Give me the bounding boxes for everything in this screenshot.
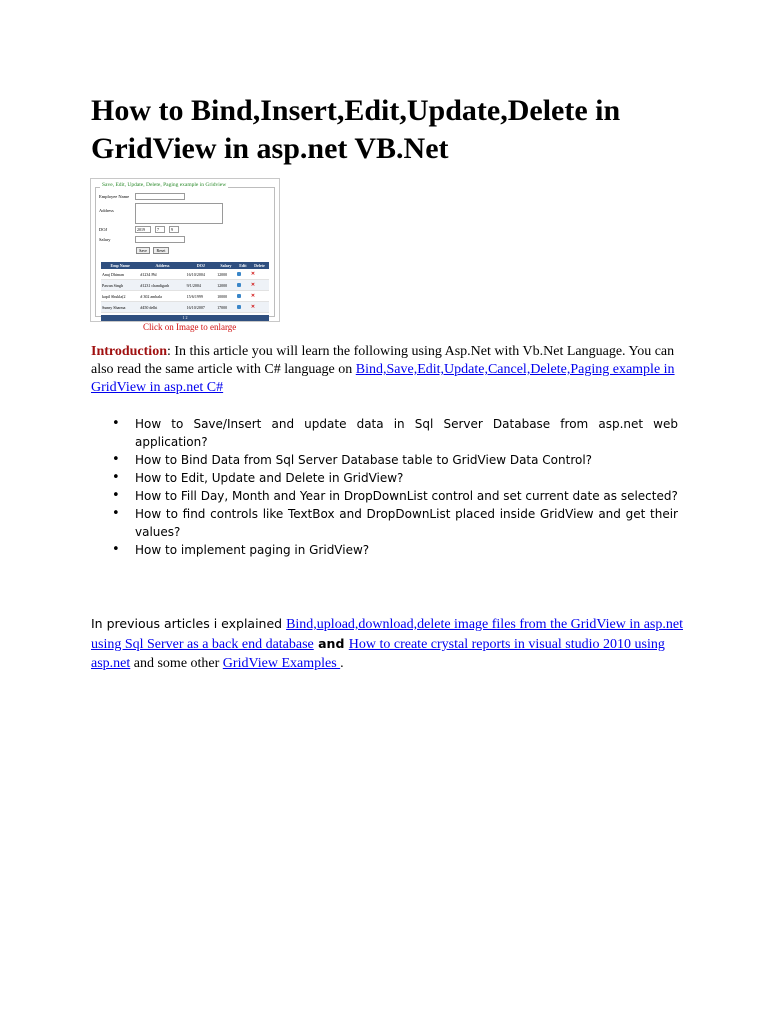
grid-cell: 12000 bbox=[216, 269, 236, 280]
table-row bbox=[101, 302, 269, 313]
previous-articles-and: and bbox=[313, 636, 349, 651]
grid-header: Edit bbox=[236, 262, 250, 269]
grid-header-row bbox=[101, 262, 269, 269]
grid-pager: 1 2 bbox=[101, 315, 269, 321]
doj-label: DOJ bbox=[99, 227, 108, 232]
grid-cell: 16/10/2004 bbox=[186, 269, 216, 280]
edit-icon bbox=[237, 294, 241, 298]
list-item: • How to Edit, Update and Delete in GridView? bbox=[112, 469, 678, 487]
gridview-screenshot-thumbnail[interactable] bbox=[90, 178, 280, 322]
grid-cell: 12000 bbox=[216, 280, 236, 291]
grid-cell: Sunny Sharma bbox=[101, 302, 139, 313]
list-item: • How to Save/Insert and update data in Sql Server Database from asp.net web application? bbox=[112, 415, 678, 451]
grid-header: Emp Name bbox=[101, 262, 139, 269]
grid-cell: #1231 chandigarh bbox=[139, 280, 185, 291]
gridview-examples-link[interactable]: GridView Examples bbox=[222, 656, 341, 671]
form-fieldset bbox=[95, 182, 275, 320]
introduction-paragraph bbox=[91, 343, 691, 397]
grid-cell: # 302 ambala bbox=[139, 291, 185, 302]
grid-cell: #1234 Phl bbox=[139, 269, 185, 280]
employee-name-input bbox=[135, 193, 185, 200]
grid-edit-cell bbox=[236, 302, 250, 313]
list-item: • How to Bind Data from Sql Server Database table to GridView Data Control? bbox=[112, 451, 678, 469]
grid-cell: 9/1/2004 bbox=[186, 280, 216, 291]
grid-delete-cell bbox=[250, 291, 269, 302]
grid-cell: 16/10/2007 bbox=[186, 302, 216, 313]
save-button: Save bbox=[136, 247, 150, 254]
salary-label: Salary bbox=[99, 237, 111, 242]
grid-cell: 17000 bbox=[216, 302, 236, 313]
employee-name-label: Employee Name bbox=[99, 194, 130, 199]
delete-icon: ✕ bbox=[250, 294, 256, 299]
list-item: • How to Fill Day, Month and Year in DropDownList control and set current date as selected? bbox=[112, 487, 678, 505]
salary-input bbox=[135, 236, 185, 243]
table-row bbox=[101, 269, 269, 280]
doj-day-select: 9 bbox=[169, 226, 179, 233]
grid-cell: 10000 bbox=[216, 291, 236, 302]
grid-edit-cell bbox=[236, 280, 250, 291]
grid-delete-cell bbox=[250, 269, 269, 280]
grid-delete-cell bbox=[250, 280, 269, 291]
crystal-reports-link[interactable]: How to create crystal reports in visual studio 2010 using asp.net bbox=[91, 637, 665, 671]
reset-button: Reset bbox=[153, 247, 169, 254]
list-item: • How to find controls like TextBox and DropDownList placed inside GridView and get their values? bbox=[112, 505, 678, 541]
grid-cell: Pawan Singh bbox=[101, 280, 139, 291]
edit-icon bbox=[237, 283, 241, 287]
grid-cell: Anuj Dhiman bbox=[101, 269, 139, 280]
delete-icon: ✕ bbox=[250, 305, 256, 310]
image-files-gridview-link[interactable]: Bind,upload,download,delete image files from the GridView in asp.net using Sql Server as a back end database bbox=[91, 617, 683, 652]
article-title: How to Bind,Insert,Edit,Update,Delete in GridView in asp.net VB.Net bbox=[91, 94, 621, 165]
grid-cell: kapil Shukla(2 bbox=[101, 291, 139, 302]
grid-delete-cell bbox=[250, 302, 269, 313]
edit-icon bbox=[237, 272, 241, 276]
grid-edit-cell bbox=[236, 269, 250, 280]
table-row bbox=[101, 280, 269, 291]
edit-icon bbox=[237, 305, 241, 309]
image-caption: Click on Image to enlarge bbox=[143, 322, 237, 332]
previous-articles-end: . bbox=[340, 656, 344, 671]
grid-header: DOJ bbox=[186, 262, 216, 269]
grid-header: Salary bbox=[216, 262, 236, 269]
list-item: • How to implement paging in GridView? bbox=[112, 541, 678, 559]
introduction-label: Introduction bbox=[91, 344, 167, 359]
delete-icon: ✕ bbox=[250, 283, 256, 288]
address-label: Address bbox=[99, 208, 114, 213]
previous-articles-lead: In previous articles i explained bbox=[91, 616, 287, 631]
topics-list bbox=[112, 415, 678, 559]
csharp-article-link[interactable]: Bind,Save,Edit,Update,Cancel,Delete,Paging example in GridView in asp.net C# bbox=[91, 362, 675, 395]
doj-year-select: 2019 bbox=[135, 226, 151, 233]
address-textarea bbox=[135, 203, 223, 224]
employee-gridview bbox=[101, 262, 269, 313]
grid-cell: 15/6/1999 bbox=[186, 291, 216, 302]
grid-header: Address bbox=[139, 262, 185, 269]
table-row bbox=[101, 291, 269, 302]
doj-month-select: 7 bbox=[155, 226, 165, 233]
grid-header: Delete bbox=[250, 262, 269, 269]
previous-articles-paragraph bbox=[91, 614, 691, 673]
fieldset-legend: Save, Edit, Update, Delete, Paging example in Gridview bbox=[102, 182, 227, 188]
introduction-text: : In this article you will learn the following using Asp.Net with Vb.Net Language. You can also read the same article with C# language on bbox=[91, 344, 675, 377]
grid-cell: #450 delhi bbox=[139, 302, 185, 313]
previous-articles-mid: and some other bbox=[130, 656, 223, 671]
delete-icon: ✕ bbox=[250, 272, 256, 277]
grid-edit-cell bbox=[236, 291, 250, 302]
